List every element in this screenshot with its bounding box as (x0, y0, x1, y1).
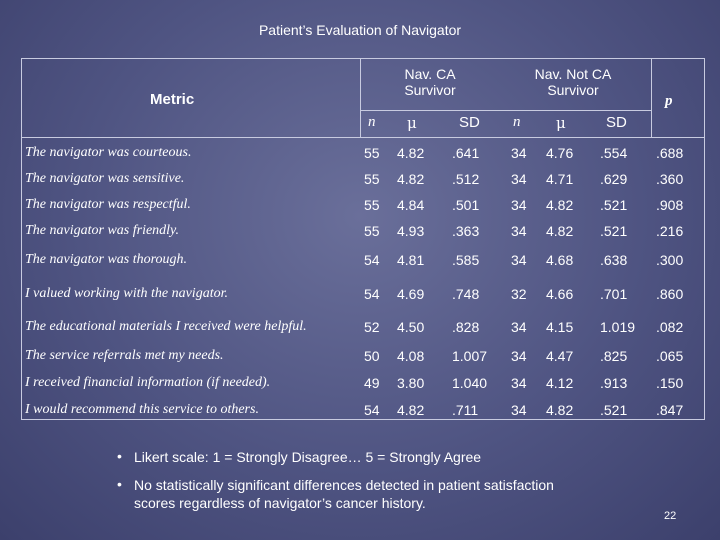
header-divider (360, 110, 651, 111)
page-number: 22 (664, 510, 677, 522)
cell-sd1: .641 (452, 145, 480, 161)
cell-sd1: .585 (452, 252, 480, 268)
cell-n1: 55 (364, 171, 380, 187)
cell-m2: 4.82 (546, 223, 574, 239)
subheader-mu1: μ (407, 114, 417, 132)
slide-title: Patient’s Evaluation of Navigator (258, 22, 462, 38)
row-label: I received financial information (if needed). (25, 375, 271, 390)
cell-m2: 4.68 (546, 252, 574, 268)
subheader-n1: n (368, 114, 376, 130)
cell-p: .082 (656, 319, 684, 335)
cell-p: .300 (656, 252, 684, 268)
subheader-mu2: μ (556, 114, 566, 132)
cell-m2: 4.12 (546, 375, 574, 391)
subheader-sd1: SD (459, 114, 480, 131)
cell-n1: 52 (364, 319, 380, 335)
notes-list (115, 448, 574, 522)
cell-sd2: .629 (600, 171, 628, 187)
cell-m2: 4.66 (546, 286, 574, 302)
cell-m1: 4.82 (397, 402, 425, 418)
cell-sd2: .701 (600, 286, 628, 302)
note-text: No statistically significant differences detected in patient satisfaction scores regardless of navigator’s cancer history. (134, 477, 554, 511)
cell-p: .065 (656, 348, 684, 364)
cell-n1: 49 (364, 375, 380, 391)
p-column-divider (651, 58, 652, 137)
subheader-sd2: SD (606, 114, 627, 131)
cell-m2: 4.82 (546, 197, 574, 213)
cell-sd1: .512 (452, 171, 480, 187)
cell-n2: 34 (511, 252, 527, 268)
cell-sd2: .825 (600, 348, 628, 364)
cell-m2: 4.71 (546, 171, 574, 187)
cell-m1: 3.80 (397, 375, 425, 391)
cell-sd2: .554 (600, 145, 628, 161)
note-text: Likert scale: 1 = Strongly Disagree… 5 = Strongly Agree (134, 449, 482, 465)
cell-n1: 55 (364, 145, 380, 161)
cell-p: .150 (656, 375, 684, 391)
cell-sd1: 1.007 (452, 348, 488, 364)
cell-n2: 34 (511, 319, 527, 335)
row-label: I would recommend this service to others. (25, 402, 259, 417)
cell-n1: 50 (364, 348, 380, 364)
metric-header: Metric (150, 91, 195, 108)
cell-n1: 55 (364, 197, 380, 213)
cell-m1: 4.82 (397, 145, 425, 161)
bullet-icon: • (117, 476, 122, 492)
cell-m1: 4.84 (397, 197, 425, 213)
row-label: The navigator was sensitive. (25, 171, 185, 186)
cell-m2: 4.76 (546, 145, 574, 161)
cell-sd2: .521 (600, 402, 628, 418)
row-label: The service referrals met my needs. (25, 348, 224, 363)
cell-m1: 4.93 (397, 223, 425, 239)
note-item (115, 448, 574, 466)
row-label: The navigator was courteous. (25, 145, 192, 160)
cell-p: .847 (656, 402, 684, 418)
cell-p: .360 (656, 171, 684, 187)
cell-n2: 34 (511, 171, 527, 187)
cell-n2: 34 (511, 375, 527, 391)
cell-sd1: .748 (452, 286, 480, 302)
cell-sd1: .828 (452, 319, 480, 335)
cell-n2: 34 (511, 348, 527, 364)
cell-m1: 4.82 (397, 171, 425, 187)
cell-n1: 55 (364, 223, 380, 239)
results-table-border (21, 58, 705, 420)
metric-column-divider (360, 58, 361, 137)
cell-m2: 4.47 (546, 348, 574, 364)
cell-m1: 4.50 (397, 319, 425, 335)
cell-n2: 34 (511, 197, 527, 213)
cell-m1: 4.69 (397, 286, 425, 302)
cell-sd1: 1.040 (452, 375, 488, 391)
subheader-n2: n (513, 114, 521, 130)
row-label: The navigator was respectful. (25, 197, 191, 212)
cell-n1: 54 (364, 402, 380, 418)
cell-p: .688 (656, 145, 684, 161)
row-label: The navigator was thorough. (25, 252, 188, 267)
cell-m2: 4.15 (546, 319, 574, 335)
cell-sd2: .638 (600, 252, 628, 268)
cell-sd1: .711 (452, 402, 479, 418)
cell-sd2: .913 (600, 375, 628, 391)
cell-n1: 54 (364, 252, 380, 268)
p-header: p (665, 93, 673, 109)
cell-n1: 54 (364, 286, 380, 302)
row-label: The educational materials I received were helpful. (25, 319, 307, 334)
cell-n2: 32 (511, 286, 527, 302)
cell-n2: 34 (511, 402, 527, 418)
cell-m2: 4.82 (546, 402, 574, 418)
group1-header: Nav. CA Survivor (404, 66, 456, 98)
cell-m1: 4.08 (397, 348, 425, 364)
cell-sd1: .363 (452, 223, 480, 239)
cell-p: .216 (656, 223, 684, 239)
cell-n2: 34 (511, 223, 527, 239)
row-label: I valued working with the navigator. (25, 286, 228, 301)
cell-m1: 4.81 (397, 252, 425, 268)
group2-header: Nav. Not CA Survivor (534, 66, 612, 98)
cell-p: .908 (656, 197, 684, 213)
row-label: The navigator was friendly. (25, 223, 179, 238)
header-bottom-line (21, 137, 705, 138)
note-item (115, 476, 574, 512)
cell-sd1: .501 (452, 197, 480, 213)
cell-p: .860 (656, 286, 684, 302)
cell-sd2: .521 (600, 197, 628, 213)
cell-sd2: 1.019 (600, 319, 636, 335)
bullet-icon: • (117, 448, 122, 464)
cell-sd2: .521 (600, 223, 628, 239)
cell-n2: 34 (511, 145, 527, 161)
